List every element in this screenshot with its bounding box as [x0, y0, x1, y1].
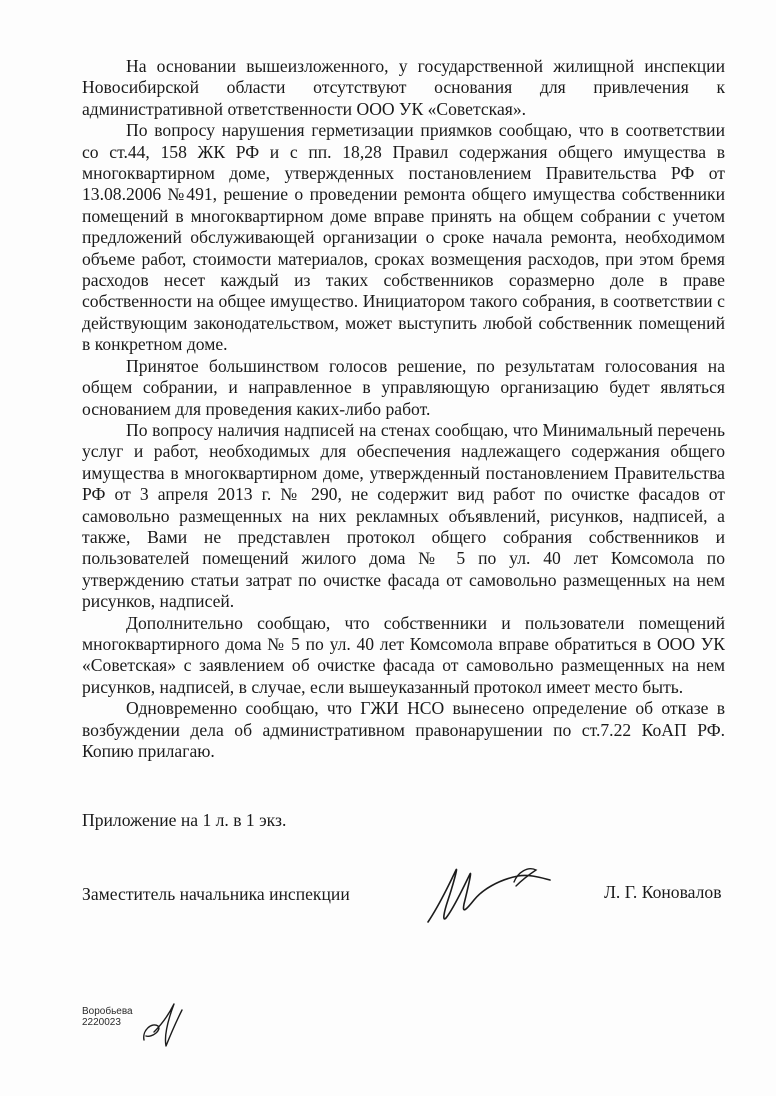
paragraph-refusal-decision: Одновременно сообщаю, что ГЖИ НСО вынесено определение об отказе в возбуждении дела об административном правонарушении по ст.7.22 КоАП РФ. Копию прилагаю.	[82, 698, 725, 761]
letter-body	[82, 56, 725, 762]
executor-name: Воробьева	[82, 1006, 133, 1017]
executor-phone: 2220023	[82, 1017, 121, 1028]
paragraph-pit-sealing: По вопросу нарушения герметизации приямков сообщаю, что в соответствии со ст.44, 158 ЖК РФ и с пп. 18,28 Правил содержания общего имущества в многоквартирном доме, утвержденных постановлением Правительства РФ от 13.08.2006 №491, решение о проведении ремонта общего имущества собственники помещений в многоквартирном доме вправе принять на общем собрании с учетом предложений обслуживающей организации о сроке начала ремонта, необходимом объеме работ, стоимости материалов, сроках возмещения расходов, при этом бремя расходов несет каждый из таких собственников соразмерно доле в праве собственности на общее имущество. Инициатором такого собрания, в соответствии с действующим законодательством, может выступить любой собственник помещений в конкретном доме.	[82, 120, 725, 355]
signer-name: Л. Г. Коновалов	[604, 882, 722, 902]
paragraph-majority-decision: Принятое большинством голосов решение, по результатам голосования на общем собрании, и направленное в управляющую организацию будет являться основанием для проведения каких-либо работ.	[82, 355, 725, 419]
attachment-note: Приложение на 1 л. в 1 экз.	[82, 810, 287, 830]
executor-block	[82, 1006, 133, 1028]
initials-signature-icon	[138, 996, 188, 1052]
paragraph-conclusion: На основании вышеизложенного, у государственной жилищной инспекции Новосибирской области отсутствуют основания для привлечения к административной ответственности ООО УК «Советская».	[82, 56, 725, 119]
signature-icon	[418, 852, 568, 932]
signer-title: Заместитель начальника инспекции	[82, 884, 350, 904]
paragraph-additional: Дополнительно сообщаю, что собственники и пользователи помещений многоквартирного дома № 5 по ул. 40 лет Комсомола вправе обратиться в ООО УК «Советская» с заявлением об очистке фасада от самовольно размещенных на нем рисунков, надписей, в случае, если вышеуказанный протокол имеет место быть.	[82, 612, 725, 697]
paragraph-wall-inscriptions: По вопросу наличия надписей на стенах сообщаю, что Минимальный перечень услуг и работ, необходимых для обеспечения надлежащего содержания общего имущества в многоквартирном доме, утвержденный постановлением Правительства РФ от 3 апреля 2013 г. № 290, не содержит вид работ по очистке фасадов от самовольно размещенных на них рекламных объявлений, рисунков, надписей, а также, Вами не представлен протокол общего собрания собственников и пользователей помещений жилого дома № 5 по ул. 40 лет Комсомола по утверждению статьи затрат по очистке фасада от самовольно размещенных на нем рисунков, надписей.	[82, 419, 725, 612]
